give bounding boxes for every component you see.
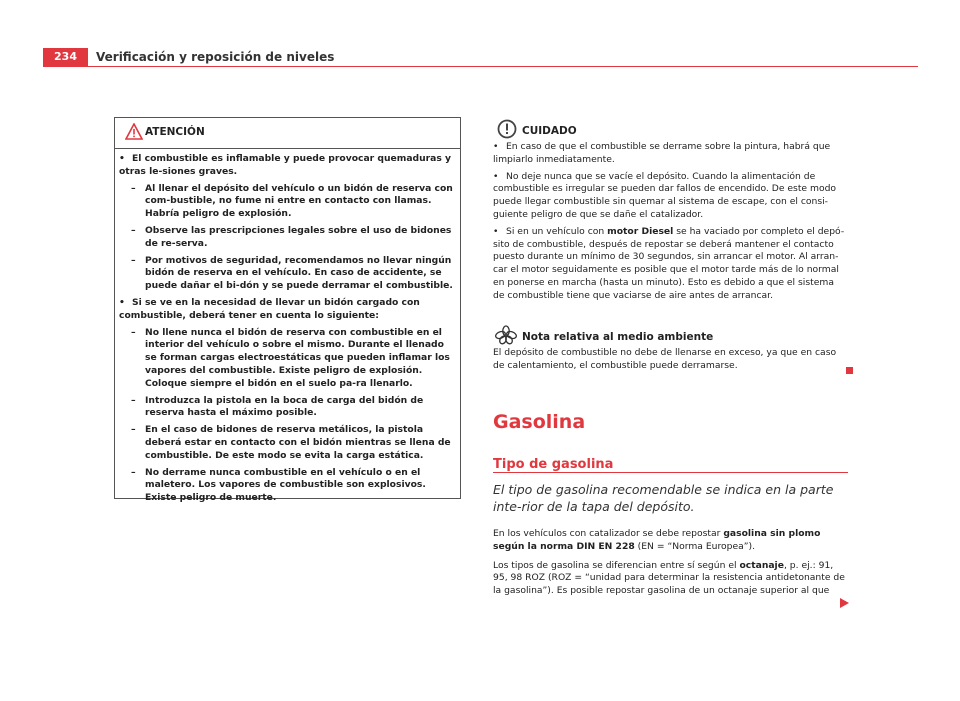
caution-paragraph: • No deje nunca que se vacíe el depósito. Cuando la alimentación de combustible es irregular se pueden dar fallos de encendido. De este modo puede llegar combustible sin quemar al sistema de escape, con el consi-guiente peligro de que se dañe el catalizador. [493, 170, 837, 220]
warning-subitem-text: Al llenar el depósito del vehículo o un bidón de reserva con com-bustible, no fume ni entre en contacto con llamas. Habría peligro de explosión. [145, 182, 453, 220]
warning-subitem: – Introduzca la pistola en la boca de carga del bidón de reserva hasta el máximo posible. [131, 394, 424, 419]
warning-bullet: • Si se ve en la necesidad de llevar un bidón cargado con combustible, deberá tener en cuenta lo siguiente: [119, 296, 420, 321]
warning-subitem-text: No derrame nunca combustible en el vehículo o en el maletero. Los vapores de combustible son explosivos. Existe peligro de muerte. [145, 466, 426, 504]
section-body [493, 528, 848, 604]
page-number: 234 [43, 48, 88, 66]
caution-paragraph-text: se ha vaciado por completo el depó-sito de combustible, después de repostar se deberá mantener el contacto puesto durante un mínimo de 30 segundos, sin arrancar el motor. Al arran-car el motor seguidamente es posible que el motor tarde más de lo normal en ponerse en marcha (hasta un minuto). Esto es debido a que el sistema de combustible tiene que vaciarse de aire antes de arrancar. [493, 225, 845, 301]
subsection-title: Tipo de gasolina [493, 457, 614, 472]
warning-subitem: – Al llenar el depósito del vehículo o un bidón de reserva con com-bustible, no fume ni entre en contacto con llamas. Habría peligro de explosión. [131, 182, 453, 220]
warning-bullet-text: Si se ve en la necesidad de llevar un bidón cargado con combustible, deberá tener en cuenta lo siguiente: [119, 296, 420, 321]
environment-note-text: El depósito de combustible no debe de llenarse en exceso, ya que en caso de calentamiento, el combustible puede derramarse. [493, 347, 837, 371]
section-title: Gasolina [493, 411, 586, 433]
arrow-right-icon [840, 598, 849, 608]
warning-subitem-text: No llene nunca el bidón de reserva con combustible en el interior del vehículo o sobre el mismo. Durante el llenado se forman cargas electroestáticas que pueden inflamar los vapores del combustible. Existe peligro de explosión. Coloque siempre el bidón en el suelo pa-ra llenarlo. [145, 326, 450, 389]
caution-paragraph-text: No deje nunca que se vacíe el depósito. Cuando la alimentación de combustible es irregular se pueden dar fallos de encendido. De este modo puede llegar combustible sin quemar al sistema de escape, con el consi-guiente peligro de que se dañe el catalizador. [493, 170, 837, 220]
caution-paragraph-text: En caso de que el combustible se derrame sobre la pintura, habrá que limpiarlo inmediatamente. [493, 141, 831, 165]
section-bold-term: gasolina sin plomo según la norma DIN EN 228 [493, 528, 821, 552]
warning-subitem: – Observe las prescripciones legales sobre el uso de bidones de re-serva. [131, 224, 452, 249]
caution-paragraph-text: Si en un vehículo con [506, 225, 608, 237]
section-paragraph-text: (EN = “Norma Europea”). [634, 540, 756, 552]
subsection-rule [493, 472, 848, 473]
section-paragraph-text: Los tipos de gasolina se diferencian entre sí según el [493, 559, 740, 571]
warning-header [115, 118, 460, 149]
caution-paragraph: • Si en un vehículo con motor Diesel se ha vaciado por completo el depó-sito de combustible, después de repostar se deberá mantener el contacto puesto durante un mínimo de 30 segundos, sin arrancar el motor. Al arran-car el motor seguidamente es posible que el motor tarde más de lo normal en ponerse en marcha (hasta un minuto). Esto es debido a que el sistema de combustible tiene que vaciarse de aire antes de arrancar. [493, 225, 845, 301]
section-paragraph-text: , p. ej.: 91, 95, 98 ROZ (ROZ = “unidad para determinar la resistencia antidetonante de la gasolina”). Es posible repostar gasolina de un octanaje superior al que [493, 559, 845, 597]
warning-title: ATENCIÓN [145, 126, 205, 138]
exclamation-circle-icon [497, 119, 517, 139]
section-paragraph [493, 560, 848, 598]
section-paragraph [493, 528, 848, 554]
section-intro: El tipo de gasolina recomendable se indica en la parte inte-rior de la tapa del depósito. [493, 482, 834, 514]
page-title: Verificación y reposición de niveles [96, 50, 335, 64]
caution-text [493, 141, 848, 307]
caution-bold-term: motor Diesel [607, 225, 674, 237]
warning-subitem-text: Observe las prescripciones legales sobre el uso de bidones de re-serva. [145, 224, 452, 249]
leaf-icon [495, 325, 517, 345]
warning-subitem: – Por motivos de seguridad, recomendamos no llevar ningún bidón de reserva en el vehículo. En caso de accidente, se puede dañar el bi-dón y se puede derramar el combustible. [131, 254, 453, 292]
warning-bullet: • El combustible es inflamable y puede provocar quemaduras y otras le-siones graves. [119, 153, 452, 177]
caution-paragraph: • En caso de que el combustible se derrame sobre la pintura, habrá que limpiarlo inmediatamente. [493, 141, 831, 165]
warning-subitem: – No llene nunca el bidón de reserva con combustible en el interior del vehículo o sobre el mismo. Durante el llenado se forman cargas electroestáticas que pueden inflamar los vapores del combustible. Existe peligro de explosión. Coloque siempre el bidón en el suelo pa-ra llenarlo. [131, 326, 450, 389]
warning-body [115, 149, 460, 505]
end-marker [846, 367, 853, 374]
warning-subitem-text: En el caso de bidones de reserva metálicos, la pistola deberá estar en contacto con el bidón mientras se llena de combustible. De este modo se evita la carga estática. [145, 424, 451, 461]
section-bold-term: octanaje [739, 559, 784, 571]
header-rule [43, 66, 918, 67]
environment-note-title: Nota relativa al medio ambiente [522, 331, 714, 343]
warning-subitem-text: Introduzca la pistola en la boca de carga del bidón de reserva hasta el máximo posible. [145, 394, 424, 419]
warning-subitem: – No derrame nunca combustible en el vehículo o en el maletero. Los vapores de combustible son explosivos. Existe peligro de muerte. [131, 466, 426, 504]
section-paragraph-text: En los vehículos con catalizador se debe repostar [493, 528, 724, 539]
warning-bullet-text: El combustible es inflamable y puede provocar quemaduras y otras le-siones graves. [119, 153, 452, 177]
warning-box [114, 117, 461, 504]
warning-subitem-text: Por motivos de seguridad, recomendamos no llevar ningún bidón de reserva en el vehículo. En caso de accidente, se puede dañar el bi-dón y se puede derramar el combustible. [145, 254, 453, 292]
caution-title: CUIDADO [522, 125, 577, 137]
warning-triangle-icon [125, 123, 143, 140]
warning-subitem: – En el caso de bidones de reserva metálicos, la pistola deberá estar en contacto con el bidón mientras se llena de combustible. De este modo se evita la carga estática. [131, 424, 451, 461]
